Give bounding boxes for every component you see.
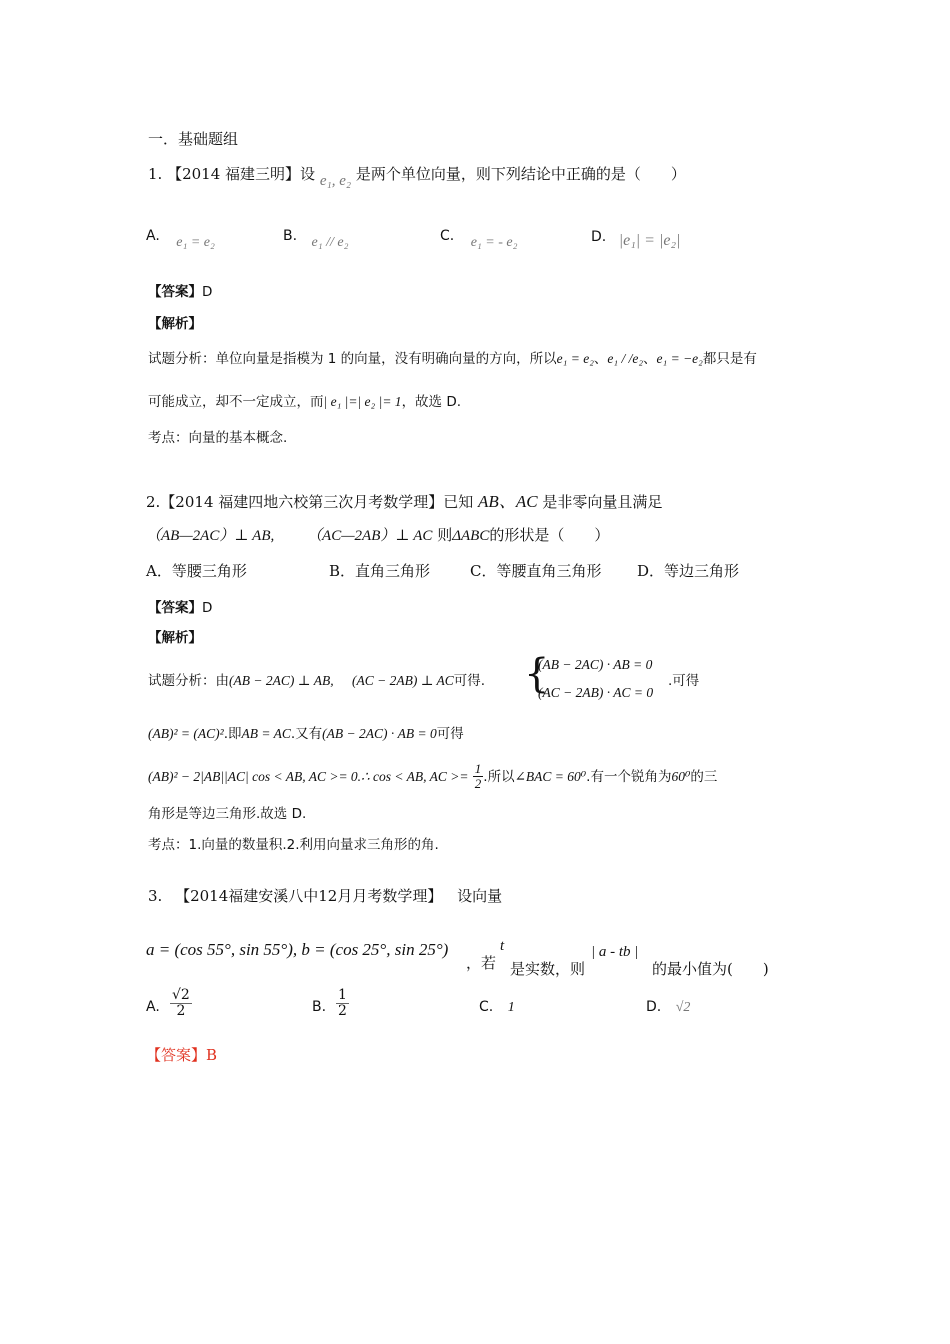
q2-analysis-line-2 xyxy=(148,722,464,742)
q2-stem-text: 是非零向量且满足 xyxy=(542,493,663,511)
q3-stem-text-1: ，若 xyxy=(466,954,497,972)
q2-stem-line-1 xyxy=(146,487,662,512)
q3-vectors: a = (cos 55°, sin 55°), b = (cos 25°, sin 25°) xyxy=(146,940,449,959)
q3-answer xyxy=(146,1044,217,1065)
q3-option-c-value: 1 xyxy=(507,1000,515,1015)
q1-answer-label: 【答案】 xyxy=(148,284,202,300)
q2-answer xyxy=(148,596,212,616)
q1-stem-pre: 设 xyxy=(300,165,316,183)
q2-kaodian: 考点：1.向量的数量积.2.利用向量求三角形的角. xyxy=(148,837,439,853)
q3-option-c-label: C. xyxy=(479,999,494,1015)
q1-option-b xyxy=(283,228,349,250)
q2-option-c: C．等腰直角三角形 xyxy=(470,562,602,580)
q1-option-b-math: e₁ // e₂ xyxy=(311,235,349,250)
q1-stem xyxy=(148,163,686,189)
q2-stem-text: 则 xyxy=(437,526,453,544)
q1-analysis-line-1 xyxy=(148,347,757,367)
q1-option-c-label: C. xyxy=(440,228,455,244)
q2-analysis-text: 试题分析：由 xyxy=(148,673,229,689)
q3-option-d xyxy=(646,999,690,1016)
q1-stem-post: 是两个单位向量，则下列结论中正确的是（ ） xyxy=(355,165,686,183)
q1-analysis-math: e₁ = −e₂ xyxy=(656,351,703,366)
q3-stem-line-1 xyxy=(148,885,502,906)
q1-analysis-text: 试题分析：单位向量是指模为 1 的向量，没有明确向量的方向，所以 xyxy=(148,351,557,367)
one-half-fraction xyxy=(473,762,484,792)
q2-option-a: A．等腰三角形 xyxy=(146,562,247,580)
system-brace-icon: { xyxy=(524,651,550,697)
q1-analysis-text: 、 xyxy=(643,351,657,367)
q1-option-a xyxy=(146,228,215,250)
section-title: 一．基础题组 xyxy=(148,130,239,148)
q3-number: 3. xyxy=(148,887,163,905)
q2-system-eq-1: (AB − 2AC) · AB = 0 xyxy=(538,657,653,672)
q2-analysis-math: AB = AC xyxy=(241,726,291,741)
q1-answer xyxy=(148,280,212,300)
q1-option-d-math: |e₁| = |e₂| xyxy=(618,232,681,249)
q2-analysis-math: (AB − 2AC) · AB = 0 xyxy=(322,726,437,741)
q2-analysis-line-3 xyxy=(148,762,717,792)
q3-stem-text-2: 是实数，则 xyxy=(510,960,586,978)
q2-option-b: B．直角三角形 xyxy=(329,562,431,580)
q1-analysis-math: e₁ = e₂ xyxy=(556,351,594,366)
q2-analysis-text: .即 xyxy=(223,726,242,742)
q2-analysis-math: (AB)² = (AC)² xyxy=(148,726,224,741)
fraction-numerator: √2 xyxy=(172,987,190,1003)
q3-option-a-fraction xyxy=(170,988,192,1020)
q2-stem-text: 的形状是（ ） xyxy=(489,526,610,544)
q1-analysis-label: 【解析】 xyxy=(148,316,202,332)
q1-analysis-text: 、 xyxy=(593,351,608,367)
q3-option-d-label: D. xyxy=(646,999,662,1015)
q1-option-d-label: D. xyxy=(591,229,607,245)
q1-option-c-math: e₁ = - e₂ xyxy=(470,235,518,250)
q2-analysis-kede: .可得 xyxy=(668,673,700,689)
fraction-denominator: 2 xyxy=(176,1003,186,1020)
q2-triangle: ΔABC xyxy=(452,528,490,544)
q1-option-a-label: A. xyxy=(146,228,160,244)
q3-option-c xyxy=(479,999,515,1016)
q3-answer-label: 【答案】 xyxy=(146,1046,207,1064)
q2-analysis-math: (AB)² − 2|AB||AC| cos < AB, AC >= 0.∴ cos < AB, AC >= xyxy=(148,768,469,784)
q2-analysis-text: .所以 xyxy=(483,768,515,785)
q2-stem-vectors: AB、AC xyxy=(478,492,538,511)
q1-option-c xyxy=(440,228,518,250)
q2-analysis-math: (AC − 2AB) ⊥ AC xyxy=(351,673,454,688)
q2-stem-text: 2.【2014 福建四地六校第三次月考数学理】已知 xyxy=(146,493,474,511)
q1-analysis-text: ，故选 D. xyxy=(401,394,462,410)
q3-option-d-value: √2 xyxy=(675,1000,691,1015)
q2-condition-1: （AB—2AC）⊥ AB, xyxy=(146,528,275,544)
q2-analysis-math: (AB − 2AC) ⊥ AB, xyxy=(229,673,334,688)
q3-option-a-label: A. xyxy=(146,999,160,1015)
q3-var-t: t xyxy=(500,938,505,954)
q1-number: 1. xyxy=(148,165,163,183)
q2-option-d: D．等边三角形 xyxy=(637,562,740,580)
q1-option-d xyxy=(591,228,681,249)
q2-analysis-line-4: 角形是等边三角形.故选 D. xyxy=(148,806,307,822)
q2-analysis-text: .又有 xyxy=(290,726,323,742)
q3-answer-value: B xyxy=(206,1046,218,1064)
fraction-numerator: 1 xyxy=(338,987,347,1003)
q3-stem-text: 设向量 xyxy=(457,887,503,905)
q3-source: 【2014福建安溪八中12月月考数学理】 xyxy=(175,887,443,905)
q1-analysis-line-2 xyxy=(148,390,461,410)
q2-analysis-line-1 xyxy=(148,669,485,689)
q3-abs-expr: | a - tb | xyxy=(591,944,639,960)
q2-analysis-text: 的三 xyxy=(690,768,718,785)
fraction-numerator: 1 xyxy=(474,761,482,776)
q1-analysis-text: 都只是有 xyxy=(702,351,757,367)
q2-analysis-text: 可得. xyxy=(453,673,486,689)
q1-analysis-text: 可能成立，却不一定成立，而 xyxy=(148,394,324,410)
q2-analysis-text: .有一个锐角为 xyxy=(586,768,672,785)
q2-condition-2: （AC—2AB）⊥ AC xyxy=(307,528,433,544)
q2-stem-line-2 xyxy=(146,524,609,545)
q2-analysis-label: 【解析】 xyxy=(148,630,202,646)
q3-stem-text-3: 的最小值为( ) xyxy=(652,960,769,978)
q3-stem-line-2 xyxy=(146,940,448,960)
q2-analysis-math: 60⁰ xyxy=(671,768,691,784)
q1-option-b-label: B. xyxy=(283,228,298,244)
q2-answer-value: D xyxy=(202,600,213,616)
q2-system-eq-2: (AC − 2AB) · AC = 0 xyxy=(538,685,654,700)
q2-analysis-math: ∠BAC = 60⁰ xyxy=(514,768,587,784)
q1-stem-vars: e₁, e₂ xyxy=(319,173,352,189)
q1-analysis-math: e₁ / /e₂ xyxy=(607,351,644,366)
q1-kaodian: 考点：向量的基本概念. xyxy=(148,430,288,446)
q1-source: 【2014 福建三明】 xyxy=(167,165,301,183)
q2-analysis-text: 可得 xyxy=(436,726,464,742)
fraction-denominator: 2 xyxy=(474,776,482,792)
q1-answer-value: D xyxy=(202,284,213,300)
q1-analysis-math: | e₁ |=| e₂ |= 1 xyxy=(323,394,402,409)
q1-option-a-math: e₁ = e₂ xyxy=(176,235,215,250)
q3-option-b-label: B. xyxy=(312,999,327,1015)
q2-answer-label: 【答案】 xyxy=(148,600,202,616)
fraction-denominator: 2 xyxy=(338,1003,347,1020)
q3-option-b-fraction xyxy=(336,988,349,1020)
